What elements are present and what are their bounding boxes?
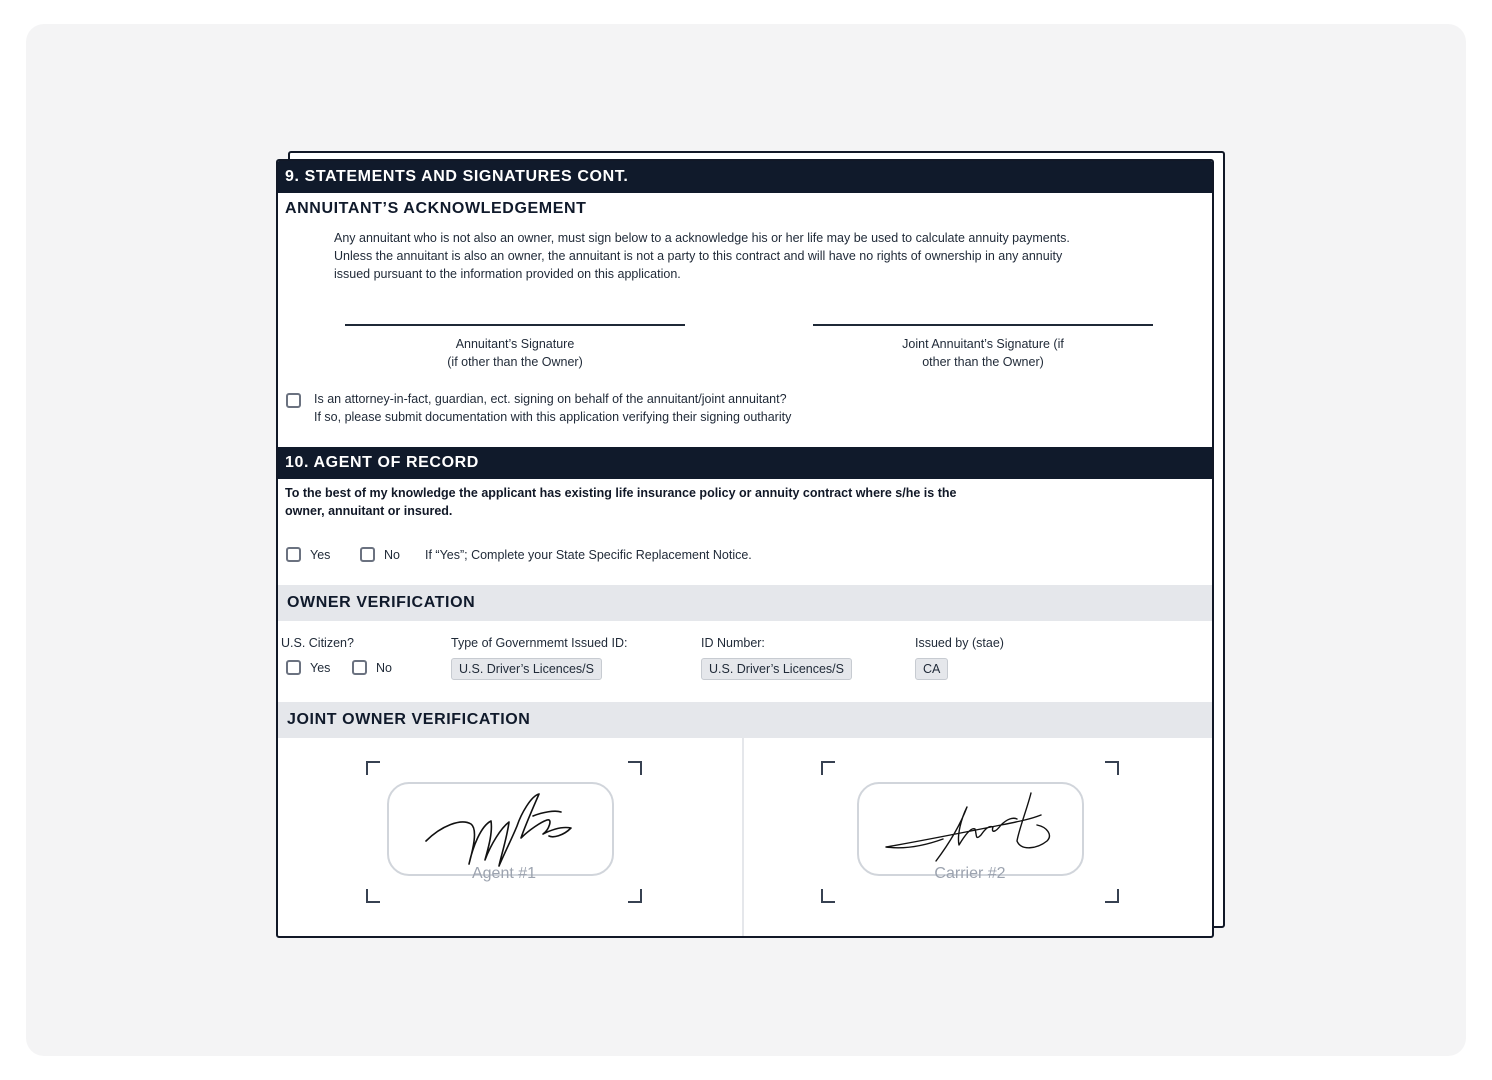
caption-line: Annuitant’s Signature bbox=[455, 337, 575, 351]
replacement-no-label: No bbox=[384, 548, 400, 562]
caption-line: Joint Annuitant’s Signature (if bbox=[902, 337, 1064, 351]
carrier-signature-caption: Carrier #2 bbox=[934, 865, 1006, 882]
statement-line: owner, annuitant or insured. bbox=[285, 504, 453, 518]
signature-divider bbox=[742, 738, 744, 938]
paragraph-line: Unless the annuitant is also an owner, the annuitant is not a party to this contract and will have no rights of ownership in any annuity bbox=[334, 249, 1063, 263]
us-citizen-yes-label: Yes bbox=[310, 661, 331, 675]
corner-mark bbox=[628, 889, 642, 903]
us-citizen-no-checkbox[interactable] bbox=[352, 660, 367, 675]
agent-statement bbox=[285, 484, 956, 520]
joint-owner-verification-header: JOINT OWNER VERIFICATION bbox=[278, 702, 1212, 738]
us-citizen-yes-checkbox[interactable] bbox=[286, 660, 301, 675]
id-number-field[interactable]: U.S. Driver’s Licences/S bbox=[701, 658, 852, 680]
caption-line: (if other than the Owner) bbox=[447, 355, 583, 369]
corner-mark bbox=[366, 761, 380, 775]
corner-mark bbox=[1105, 889, 1119, 903]
section-10-header: 10. AGENT OF RECORD bbox=[278, 447, 1212, 479]
id-number-label: ID Number: bbox=[701, 636, 765, 650]
replacement-no-checkbox[interactable] bbox=[360, 547, 375, 562]
statement-line: To the best of my knowledge the applicant has existing life insurance policy or annuity contract where s/he is the bbox=[285, 486, 957, 500]
acknowledgement-paragraph bbox=[334, 229, 1070, 283]
joint-annuitant-signature-line[interactable] bbox=[813, 324, 1153, 326]
corner-mark bbox=[821, 761, 835, 775]
replacement-note: If “Yes”; Complete your State Specific Replacement Notice. bbox=[425, 548, 752, 562]
annuitant-signature-line[interactable] bbox=[345, 324, 685, 326]
corner-mark bbox=[628, 761, 642, 775]
owner-verification-header: OWNER VERIFICATION bbox=[278, 585, 1212, 621]
paragraph-line: issued pursuant to the information provided on this application. bbox=[334, 267, 681, 281]
joint-annuitant-signature-caption bbox=[813, 335, 1153, 371]
attorney-question bbox=[314, 390, 791, 426]
issued-by-field[interactable]: CA bbox=[915, 658, 948, 680]
agent-signature-box[interactable] bbox=[366, 761, 642, 903]
annuitant-signature-caption bbox=[345, 335, 685, 371]
carrier-signature-image bbox=[881, 789, 1061, 869]
issued-by-label: Issued by (stae) bbox=[915, 636, 1004, 650]
replacement-yes-checkbox[interactable] bbox=[286, 547, 301, 562]
id-type-field[interactable]: U.S. Driver’s Licences/S bbox=[451, 658, 602, 680]
replacement-yes-label: Yes bbox=[310, 548, 331, 562]
agent-signature-image bbox=[421, 786, 581, 871]
attorney-checkbox[interactable] bbox=[286, 393, 301, 408]
agent-signature-caption: Agent #1 bbox=[471, 865, 537, 882]
us-citizen-label: U.S. Citizen? bbox=[281, 636, 354, 650]
section-9-header: 9. STATEMENTS AND SIGNATURES CONT. bbox=[278, 161, 1212, 193]
form-sheet bbox=[276, 159, 1214, 938]
corner-mark bbox=[821, 889, 835, 903]
id-type-label: Type of Governmemt Issued ID: bbox=[451, 636, 628, 650]
paragraph-line: Any annuitant who is not also an owner, must sign below to a acknowledge his or her life may be used to calculate annuity payments. bbox=[334, 231, 1070, 245]
corner-mark bbox=[366, 889, 380, 903]
us-citizen-no-label: No bbox=[376, 661, 392, 675]
question-line: If so, please submit documentation with this application verifying their signing outharity bbox=[314, 410, 792, 424]
carrier-signature-box[interactable] bbox=[821, 761, 1119, 903]
question-line: Is an attorney-in-fact, guardian, ect. signing on behalf of the annuitant/joint annuitant? bbox=[314, 392, 787, 406]
corner-mark bbox=[1105, 761, 1119, 775]
annuitant-acknowledgement-heading: ANNUITANT’S ACKNOWLEDGEMENT bbox=[285, 200, 587, 217]
caption-line: other than the Owner) bbox=[922, 355, 1044, 369]
